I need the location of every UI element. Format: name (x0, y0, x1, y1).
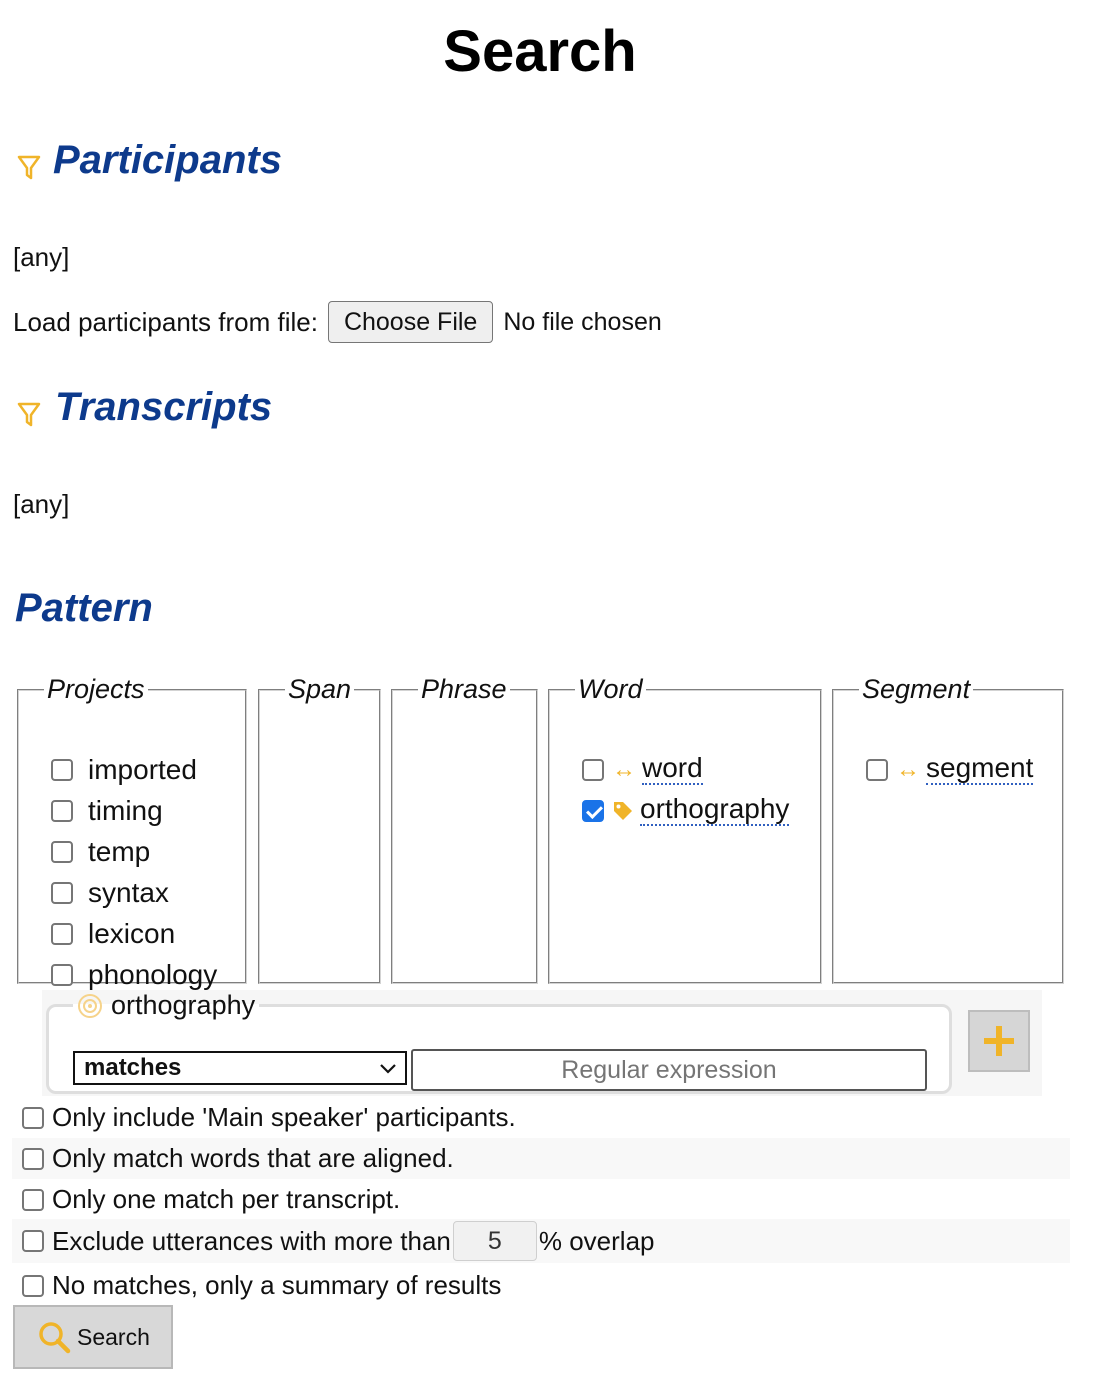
project-checkbox[interactable] (51, 800, 73, 822)
participants-filter-value[interactable]: [any] (13, 242, 70, 272)
project-item-timing[interactable]: timing (51, 790, 217, 831)
option-main-speaker[interactable] (12, 1097, 1070, 1138)
layer-item-orthography[interactable] (582, 790, 789, 831)
segment-fieldset (832, 674, 1064, 984)
matcher-fieldset (46, 990, 952, 1094)
aligned-checkbox[interactable] (22, 1148, 44, 1170)
exclude-overlap-suffix: % overlap (538, 1225, 655, 1256)
option-summary-only[interactable] (12, 1265, 1070, 1306)
project-checkbox[interactable] (51, 964, 73, 986)
plus-icon (982, 1024, 1016, 1058)
word-fieldset (548, 674, 822, 984)
word-legend: Word (578, 674, 643, 704)
project-item-imported[interactable]: imported (51, 749, 217, 790)
option-aligned[interactable] (12, 1138, 1070, 1179)
project-item-phonology[interactable]: phonology (51, 954, 217, 995)
aligned-label: Only match words that are aligned. (52, 1143, 454, 1173)
one-per-transcript-label: Only one match per transcript. (52, 1184, 401, 1214)
arrows-icon: ↔ (896, 755, 920, 783)
layer-link-segment[interactable]: segment (926, 752, 1034, 783)
operator-select-value: matches (84, 1054, 182, 1081)
search-button[interactable] (13, 1305, 173, 1369)
layer-link-word[interactable]: word (642, 752, 703, 783)
funnel-icon[interactable] (17, 155, 41, 181)
layer-checkbox[interactable] (582, 800, 604, 822)
project-checkbox[interactable] (51, 759, 73, 781)
participants-heading: Participants (53, 138, 282, 182)
project-item-temp[interactable]: temp (51, 831, 217, 872)
load-participants-label: Load participants from file: (13, 306, 318, 337)
choose-file-button[interactable]: Choose File (328, 301, 493, 343)
project-item-syntax[interactable]: syntax (51, 872, 217, 913)
project-checkbox[interactable] (51, 882, 73, 904)
layer-item-word[interactable] (582, 749, 789, 790)
tag-icon (612, 800, 634, 822)
funnel-icon[interactable] (17, 402, 41, 428)
operator-select[interactable] (73, 1051, 407, 1085)
project-checkbox[interactable] (51, 841, 73, 863)
transcripts-filter-value[interactable]: [any] (13, 489, 70, 519)
chevron-down-icon (379, 1059, 397, 1077)
no-file-label: No file chosen (503, 307, 662, 336)
add-matcher-button[interactable] (968, 1010, 1030, 1072)
main-speaker-label: Only include 'Main speaker' participants. (52, 1102, 516, 1132)
segment-legend: Segment (862, 674, 971, 704)
one-per-transcript-checkbox[interactable] (22, 1189, 44, 1211)
layer-checkbox[interactable] (866, 759, 888, 781)
load-participants-row (13, 300, 662, 344)
option-exclude-overlap[interactable] (12, 1219, 1070, 1263)
summary-only-label: No matches, only a summary of results (52, 1270, 502, 1300)
summary-only-checkbox[interactable] (22, 1275, 44, 1297)
exclude-overlap-prefix: Exclude utterances with more than (52, 1225, 451, 1256)
projects-legend: Projects (47, 674, 145, 704)
search-icon (37, 1320, 71, 1354)
page-title: Search (443, 19, 637, 84)
matcher-layer-label: orthography (111, 990, 256, 1020)
exclude-overlap-checkbox[interactable] (22, 1230, 44, 1252)
overlap-percent-input[interactable] (453, 1221, 537, 1261)
main-speaker-checkbox[interactable] (22, 1107, 44, 1129)
phrase-legend: Phrase (421, 674, 507, 704)
layer-link-orthography[interactable]: orthography (640, 793, 790, 824)
layer-checkbox[interactable] (582, 759, 604, 781)
phrase-fieldset (391, 674, 538, 984)
arrows-icon: ↔ (612, 755, 636, 783)
layer-item-segment[interactable] (866, 749, 1033, 790)
pattern-matcher-area (42, 990, 1042, 1096)
regex-input[interactable] (411, 1049, 927, 1091)
pattern-heading: Pattern (15, 586, 153, 630)
span-fieldset (258, 674, 381, 984)
project-checkbox[interactable] (51, 923, 73, 945)
target-icon[interactable] (77, 993, 103, 1019)
span-legend: Span (288, 674, 352, 704)
search-button-label: Search (77, 1323, 150, 1350)
option-one-per-transcript[interactable] (12, 1179, 1070, 1220)
transcripts-heading: Transcripts (55, 385, 273, 429)
projects-fieldset (17, 674, 247, 990)
project-item-lexicon[interactable]: lexicon (51, 913, 217, 954)
